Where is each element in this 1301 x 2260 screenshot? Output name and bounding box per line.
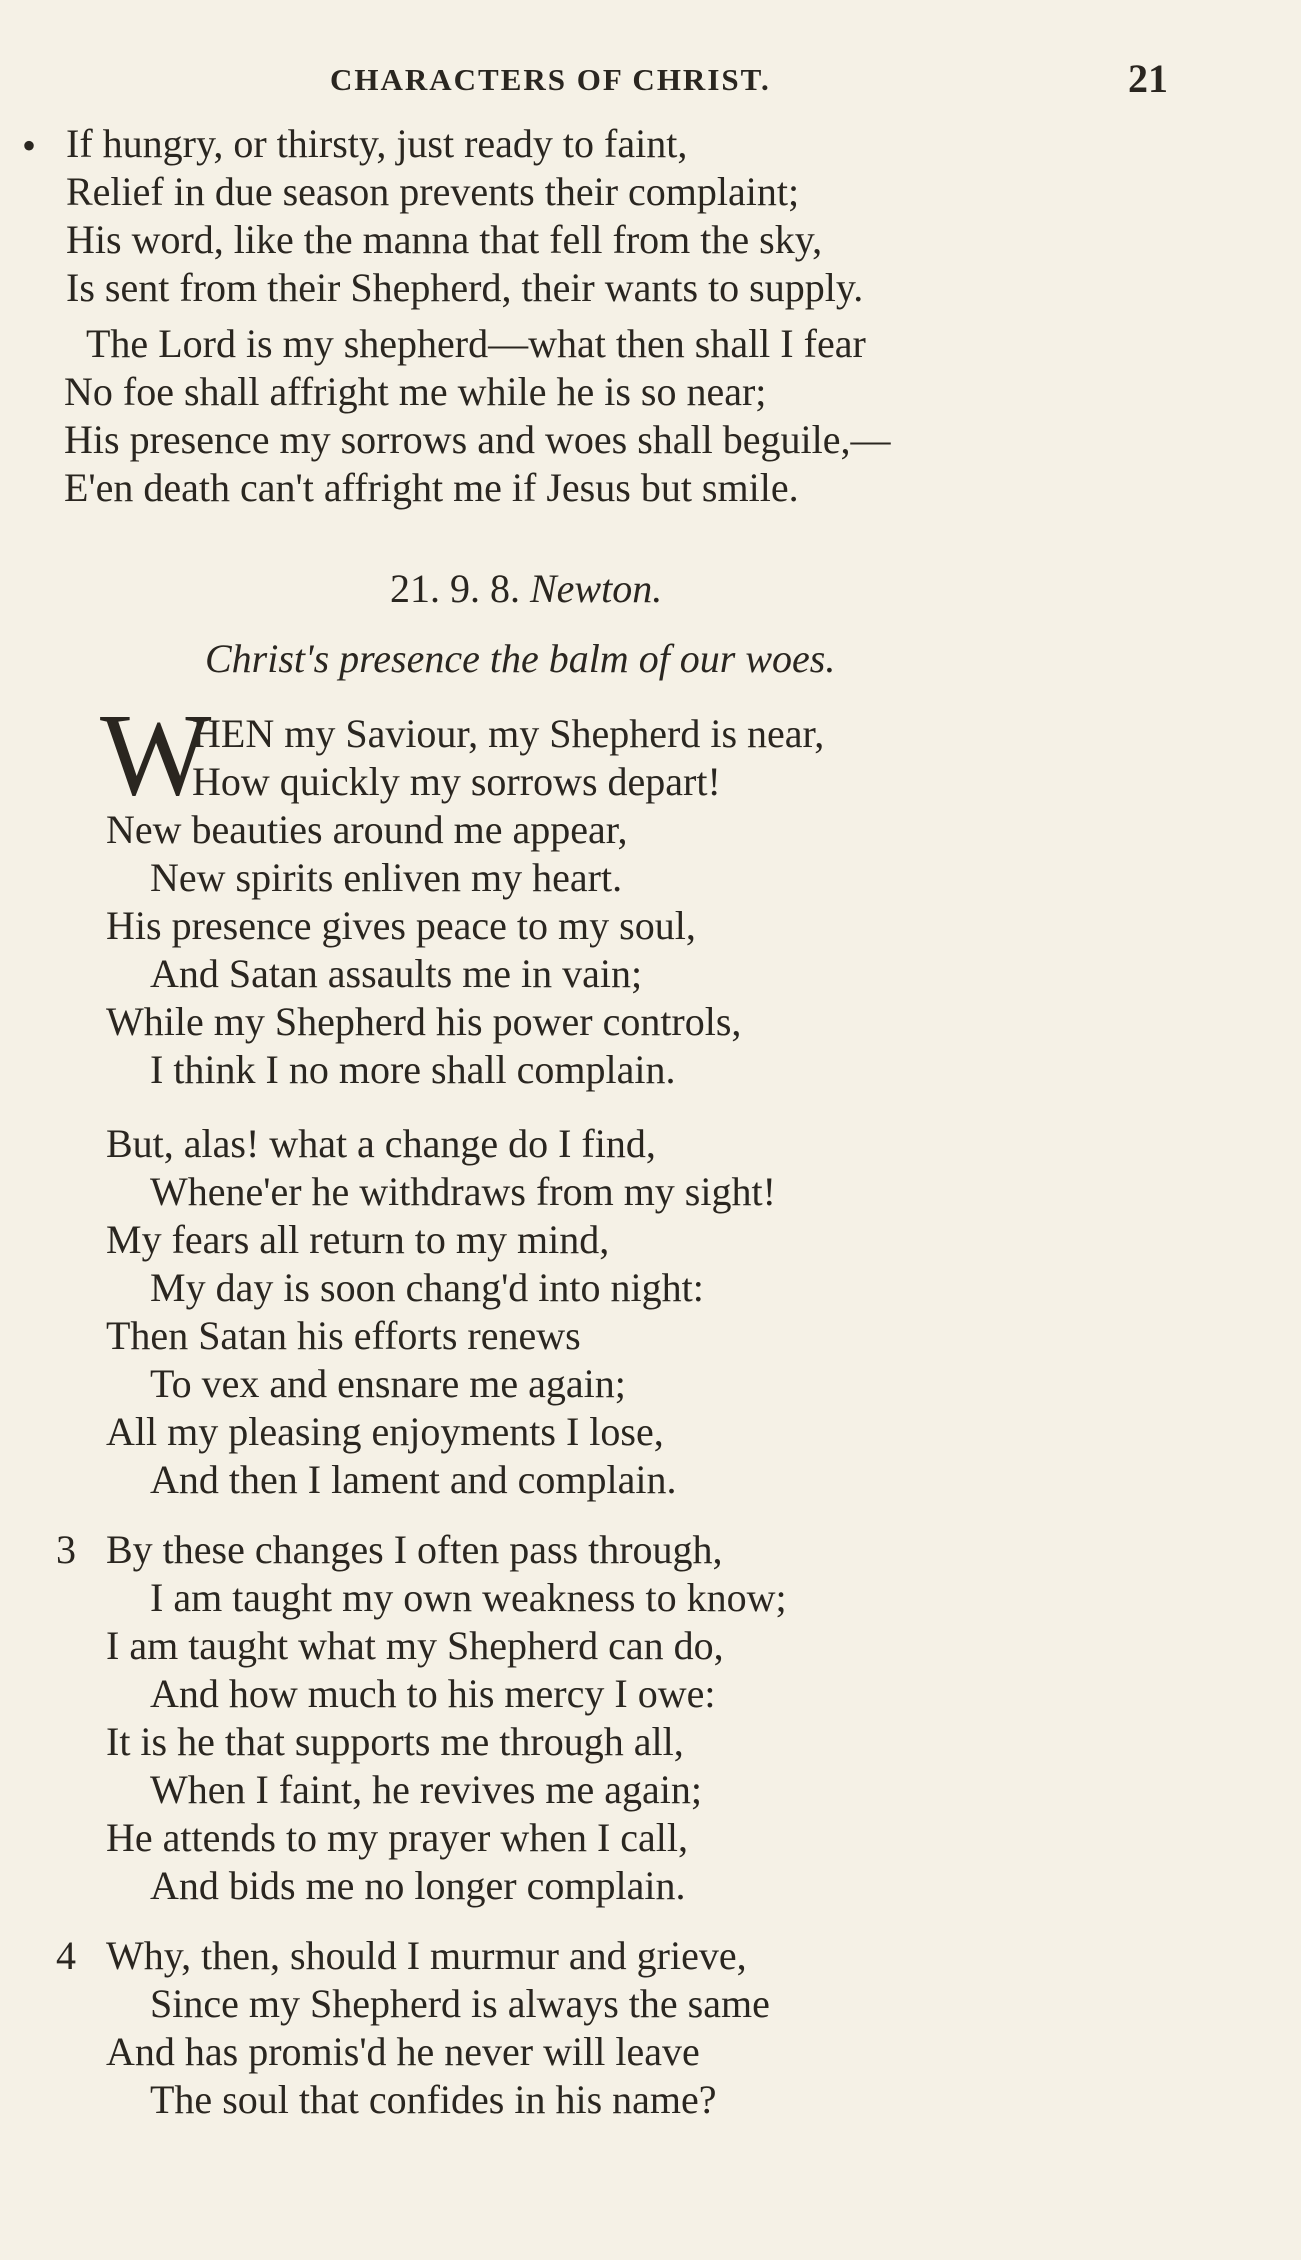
verse-line: New spirits enliven my heart. [150,855,623,900]
verse-line: It is he that supports me through all, [106,1719,684,1764]
drop-cap: W [100,689,212,820]
verse-line: Since my Shepherd is always the same [150,1981,770,2026]
verse-line: HEN my Saviour, my Shepherd is near, [192,711,825,756]
verse-line: My fears all return to my mind, [106,1217,610,1262]
verse-line: How quickly my sorrows depart! [192,759,721,804]
verse-line: When I faint, he revives me again; [150,1767,702,1812]
stanza-number: 3 [56,1527,76,1572]
verse-line: Is sent from their Shepherd, their wants to supply. [66,265,864,310]
hymn-number-meter-author [390,565,662,612]
verse-line: Why, then, should I murmur and grieve, [106,1933,747,1978]
verse-line: While my Shepherd his power controls, [106,999,742,1044]
verse-line: Then Satan his efforts renews [106,1313,581,1358]
verse-line: I am taught what my Shepherd can do, [106,1623,724,1668]
verse-line: E'en death can't affright me if Jesus but smile. [64,465,799,510]
verse-line: His presence gives peace to my soul, [106,903,696,948]
hymn-title: Christ's presence the balm of our woes. [205,636,836,681]
verse-line: The soul that confides in his name? [150,2077,717,2122]
hymn-author: Newton. [530,566,663,611]
verse-line: He attends to my prayer when I call, [106,1815,689,1860]
verse-line: To vex and ensnare me again; [150,1361,626,1406]
verse-line: His word, like the manna that fell from the sky, [66,217,823,262]
page-number: 21 [1128,56,1168,101]
verse-line: His presence my sorrows and woes shall beguile,— [64,417,891,462]
verse-line: I am taught my own weakness to know; [150,1575,787,1620]
verse-line: And has promis'd he never will leave [106,2029,700,2074]
verse-line: By these changes I often pass through, [106,1527,723,1572]
verse-line: But, alas! what a change do I find, [106,1121,656,1166]
verse-line: All my pleasing enjoyments I lose, [106,1409,664,1454]
verse-line: New beauties around me appear, [106,807,628,852]
verse-line: Relief in due season prevents their complaint; [66,169,800,214]
verse-line: And how much to his mercy I owe: [150,1671,716,1716]
verse-line: And then I lament and complain. [150,1457,677,1502]
verse-line: My day is soon chang'd into night: [150,1265,704,1310]
running-head: CHARACTERS OF CHRIST. [330,62,771,97]
verse-line: And Satan assaults me in vain; [150,951,643,996]
verse-line: Whene'er he withdraws from my sight! [150,1169,776,1214]
verse-line: I think I no more shall complain. [150,1047,676,1092]
hymn-number-meter: 21. 9. 8. [390,566,520,611]
verse-line: If hungry, or thirsty, just ready to faint, [66,121,688,166]
verse-line: And bids me no longer complain. [150,1863,686,1908]
stanza-number: 4 [56,1933,76,1978]
stanza-marker: • [22,123,37,168]
verse-line: The Lord is my shepherd—what then shall I fear [86,321,866,366]
verse-line: No foe shall affright me while he is so near; [64,369,767,414]
